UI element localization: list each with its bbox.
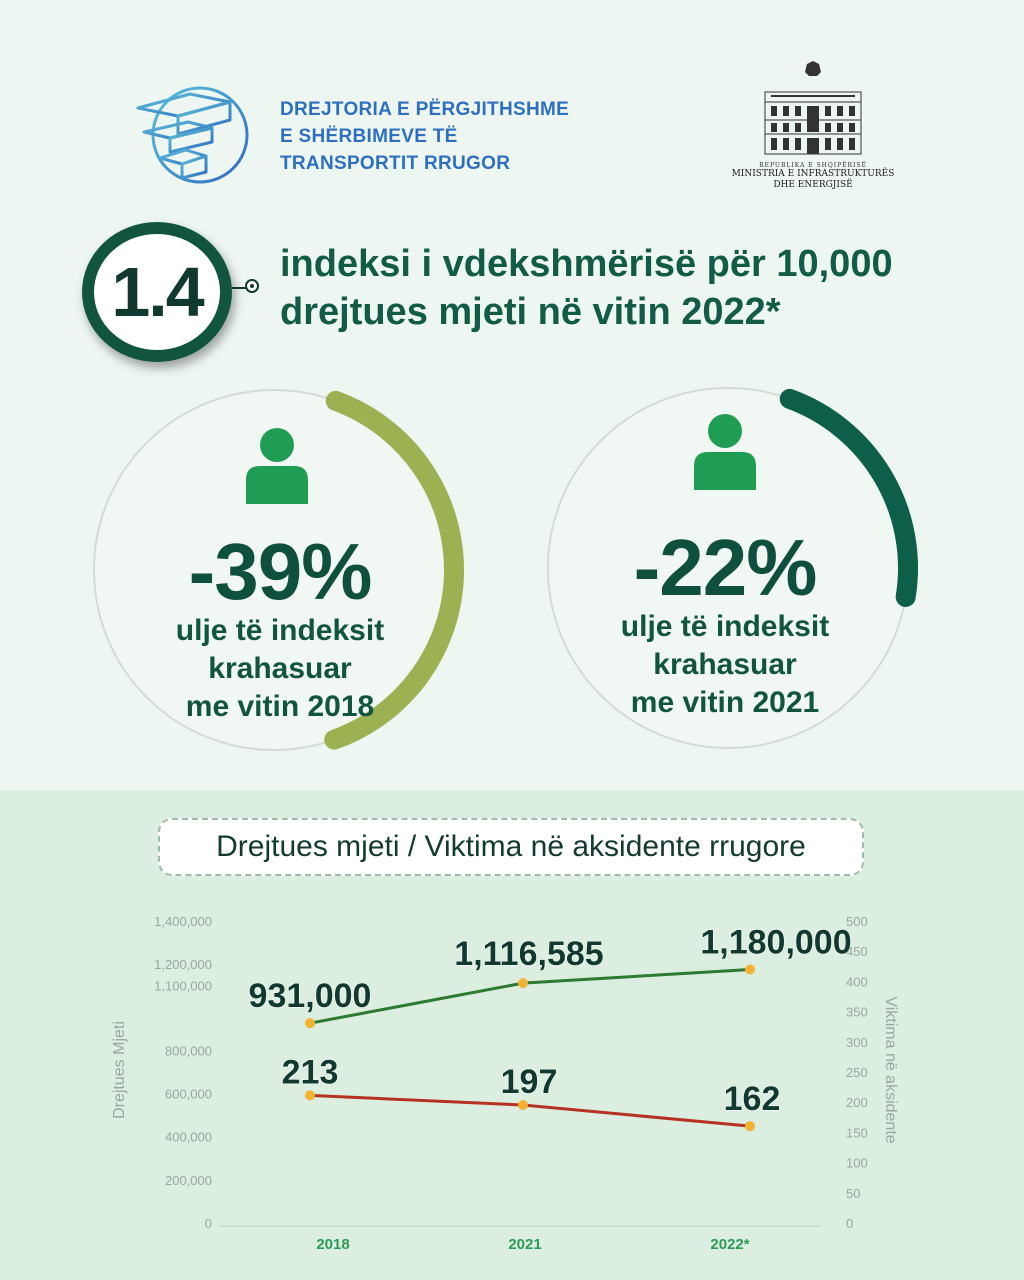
y-left-tick-label: 400,000 (165, 1129, 212, 1145)
stat-2018-line-3: me vitin 2018 (185, 690, 375, 723)
headline-line-2: drejtues mjeti në vitin 2022* (280, 291, 781, 333)
chart-title: Drejtues mjeti / Viktima në aksidente rrugore (158, 818, 864, 876)
dpshtrr-logo-icon (130, 80, 260, 190)
series-1-point (305, 1090, 315, 1100)
y-right-tick-label: 200 (846, 1095, 868, 1111)
y-left-tick-label: 600,000 (165, 1086, 212, 1102)
stat-2018-value: -39% (188, 527, 372, 616)
y-right-tick-label: 0 (846, 1216, 854, 1231)
series-0-data-label: 1,116,585 (454, 935, 604, 974)
series-0-point (305, 1018, 315, 1028)
y-right-tick-label: 500 (846, 914, 868, 929)
x-tick-label: 2018 (316, 1236, 350, 1253)
stat-2021-value: -22% (633, 523, 817, 612)
y-right-axis-label: Viktima në aksidente (882, 996, 899, 1144)
y-left-tick-label: 800,000 (165, 1043, 212, 1059)
y-left-tick-label: 1,100,000 (154, 978, 212, 994)
org-name-line-2: E SHËRBIMEVE TË (280, 126, 458, 147)
org-name-line-3: TRANSPORTIT RRUGOR (280, 153, 511, 174)
y-right-tick-label: 150 (846, 1125, 868, 1141)
organization-name (280, 96, 569, 177)
y-left-tick-label: 0 (204, 1216, 212, 1231)
series-1-point (745, 1121, 755, 1131)
series-0-point (518, 978, 528, 988)
y-right-tick-label: 300 (846, 1034, 868, 1050)
stat-2021-line-2: krahasuar (653, 648, 797, 681)
stat-2021 (570, 523, 880, 722)
series-1-data-label: 197 (500, 1063, 558, 1102)
y-right-tick-label: 450 (846, 944, 868, 960)
y-left-tick-label: 200,000 (165, 1172, 212, 1188)
series-0-line (310, 969, 750, 1023)
badge-connector (232, 287, 246, 289)
headline-value: 1.4 (94, 234, 220, 350)
headline-badge (82, 222, 232, 362)
y-left-axis-label: Drejtues Mjeti (111, 1021, 128, 1119)
y-right-tick-label: 400 (846, 974, 868, 990)
stat-2018-line-2: krahasuar (208, 652, 352, 685)
org-name-line-1: DREJTORIA E PËRGJITHSHME (280, 99, 570, 120)
stat-2021-line-1: ulje të indeksit (620, 610, 830, 643)
x-tick-label: 2022* (710, 1236, 750, 1253)
ministry-building-icon (743, 60, 883, 160)
series-0-data-label: 931,000 (248, 977, 372, 1016)
stat-2018-line-1: ulje të indeksit (175, 614, 385, 647)
y-left-tick-label: 1,400,000 (154, 914, 212, 929)
series-1-data-label: 162 (723, 1080, 781, 1119)
headline-text (280, 240, 893, 336)
y-right-tick-label: 350 (846, 1004, 868, 1020)
y-right-tick-label: 250 (846, 1065, 868, 1080)
series-1-point (518, 1100, 528, 1110)
y-left-tick-label: 1,200,000 (154, 957, 212, 973)
stat-2021-person-icon (692, 414, 758, 490)
x-tick-label: 2021 (508, 1236, 542, 1253)
ministry-logo (718, 60, 908, 200)
headline-line-1: indeksi i vdekshmërisë për 10,000 (280, 243, 893, 285)
line-chart (0, 890, 1024, 1260)
badge-dot-icon (245, 279, 259, 293)
y-right-tick-label: 100 (846, 1155, 868, 1171)
series-0-point (745, 964, 755, 974)
ministry-name-line-2: DHE ENERGJISË (773, 180, 853, 190)
ministry-republic: REPUBLIKA E SHQIPËRISË (759, 162, 867, 169)
stat-2018-person-icon (244, 428, 310, 504)
y-right-tick-label: 50 (846, 1185, 861, 1201)
series-1-data-label: 213 (281, 1053, 339, 1092)
ministry-name-line-1: MINISTRIA E INFRASTRUKTURËS (731, 169, 895, 179)
stat-2018 (120, 527, 440, 726)
series-0-data-label: 1,180,000 (700, 923, 852, 962)
stat-2021-line-3: me vitin 2021 (630, 686, 820, 719)
